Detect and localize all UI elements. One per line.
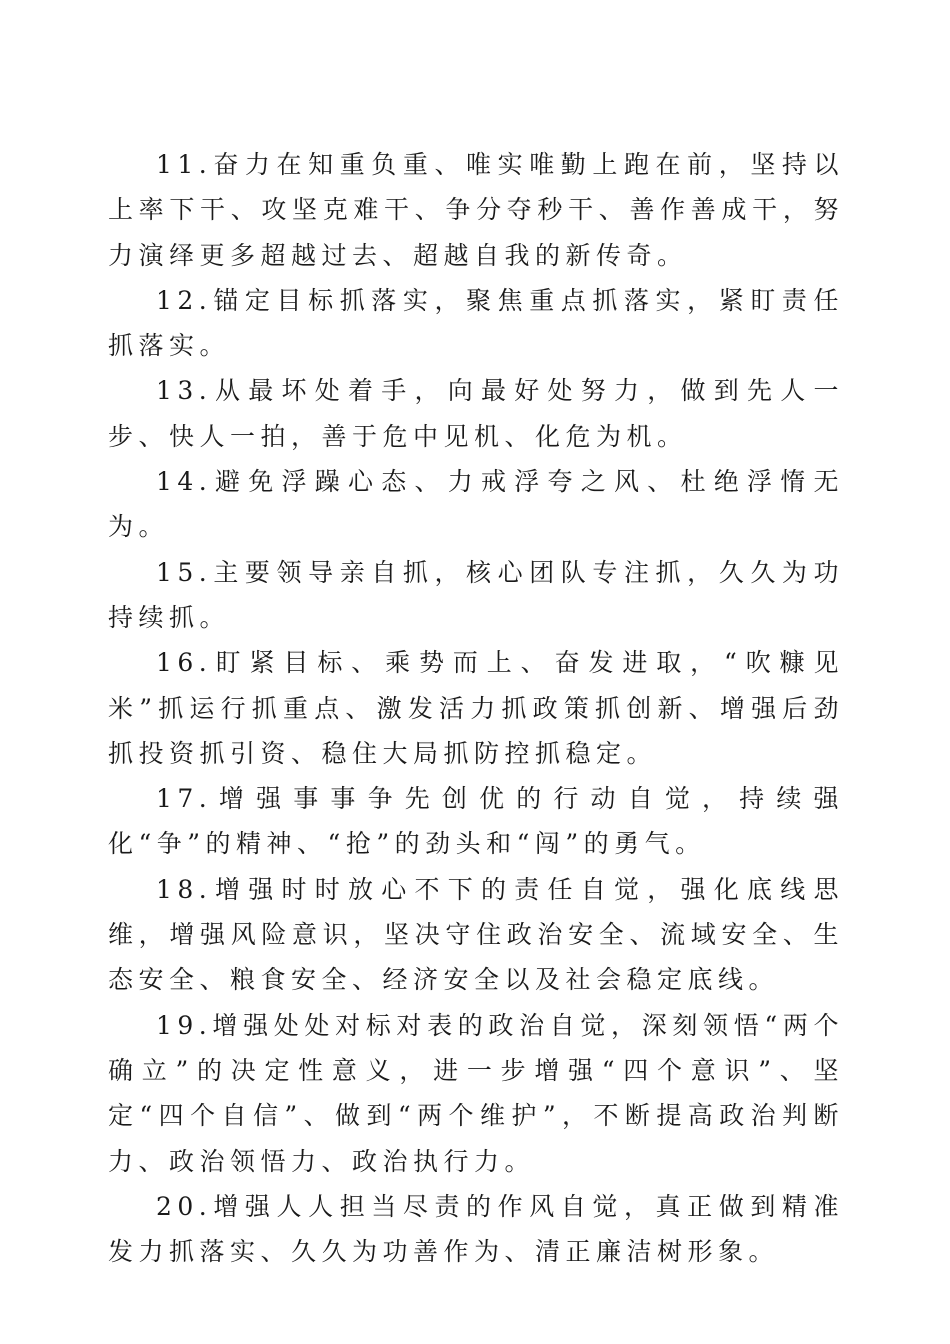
paragraph-13: 13.从最坏处着手，向最好处努力，做到先人一步、快人一拍，善于危中见机、化危为机。 bbox=[108, 376, 844, 451]
paragraph-20: 20.增强人人担当尽责的作风自觉，真正做到精准发力抓落实、久久为功善作为、清正廉洁树形象。 bbox=[108, 1191, 844, 1267]
paragraph-12: 12.锚定目标抓落实，聚焦重点抓落实，紧盯责任抓落实。 bbox=[108, 285, 844, 361]
paragraph-17: 17.增强事事争先创优的行动自觉，持续强化“争”的精神、“抢”的劲头和“闯”的勇气。 bbox=[108, 784, 844, 859]
paragraph-19: 19.增强处处对标对表的政治自觉，深刻领悟“两个确立”的决定性意义，进一步增强“四个意识”、坚定“四个自信”、做到“两个维护”，不断提高政治判断力、政治领悟力、政治执行力。 bbox=[108, 1010, 844, 1176]
paragraph-15: 15.主要领导亲自抓，核心团队专注抓，久久为功持续抓。 bbox=[108, 557, 844, 632]
paragraph-18: 18.增强时时放心不下的责任自觉，强化底线思维，增强风险意识，坚决守住政治安全、流域安全、生态安全、粮食安全、经济安全以及社会稳定底线。 bbox=[108, 874, 844, 995]
paragraph-11: 11.奋力在知重负重、唯实唯勤上跑在前，坚持以上率下干、攻坚克难干、争分夺秒干、善作善成干，努力演绎更多超越过去、超越自我的新传奇。 bbox=[108, 150, 844, 270]
document-body bbox=[108, 142, 844, 1274]
paragraph-14: 14.避免浮躁心态、力戒浮夸之风、杜绝浮惰无为。 bbox=[108, 467, 844, 542]
paragraph-16: 16.盯紧目标、乘势而上、奋发进取，“吹糠见米”抓运行抓重点、激发活力抓政策抓创新、增强后劲抓投资抓引资、稳住大局抓防控抓稳定。 bbox=[108, 648, 844, 768]
